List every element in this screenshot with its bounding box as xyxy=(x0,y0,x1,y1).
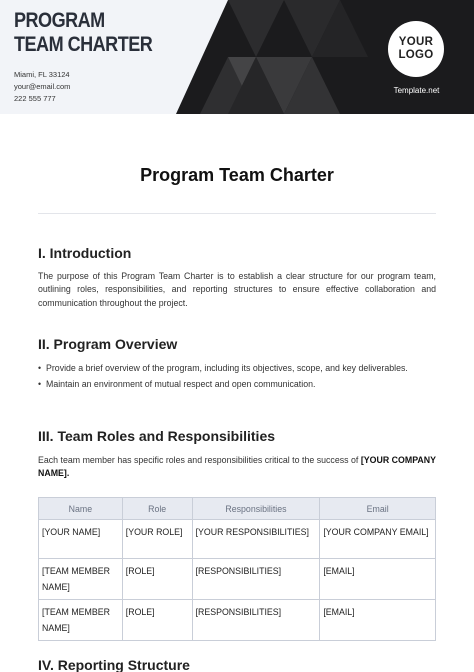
logo-text: LOGO xyxy=(398,49,434,61)
overview-bullet-list xyxy=(38,362,436,395)
list-item: • Provide a brief overview of the program, including its objectives, scope, and key deliverables. xyxy=(38,362,436,375)
document-title: Program Team Charter xyxy=(140,165,334,185)
table-cell: [RESPONSIBILITIES] xyxy=(192,559,320,600)
phone-text: 222 555 777 xyxy=(14,94,56,103)
site-text: Template.net xyxy=(393,86,440,95)
table-cell: [ROLE] xyxy=(122,600,192,641)
email-text: your@email.com xyxy=(14,82,71,91)
table-cell: [TEAM MEMBER NAME] xyxy=(39,600,123,641)
company-title-line: TEAM CHARTER xyxy=(14,33,153,56)
roles-table xyxy=(38,497,436,641)
column-header-role: Role xyxy=(122,498,192,520)
introduction-paragraph: The purpose of this Program Team Charter is to establish a clear structure for our program team, outlining roles, responsibilities, and reporting structures to ensure effective collaboration and communication throughout the project. xyxy=(38,271,436,308)
company-title xyxy=(14,9,160,57)
table-row xyxy=(39,600,436,641)
section-heading-roles: III. Team Roles and Responsibilities xyxy=(38,428,276,444)
header-banner xyxy=(0,0,474,114)
table-cell: [EMAIL] xyxy=(320,600,436,641)
table-cell: [EMAIL] xyxy=(320,559,436,600)
section-heading-reporting: IV. Reporting Structure xyxy=(38,657,190,672)
column-header-responsibilities: Responsibilities xyxy=(192,498,320,520)
roles-intro-paragraph xyxy=(38,454,436,481)
address-text: Miami, FL 33124 xyxy=(14,70,70,79)
logo-placeholder xyxy=(388,21,444,77)
section-heading-overview: II. Program Overview xyxy=(38,336,178,352)
logo-text: YOUR xyxy=(398,36,434,48)
table-header-row xyxy=(39,498,436,520)
table-cell: [TEAM MEMBER NAME] xyxy=(39,559,123,600)
table-cell: [YOUR COMPANY EMAIL] xyxy=(320,520,436,559)
table-cell: [ROLE] xyxy=(122,559,192,600)
table-row xyxy=(39,559,436,600)
company-name-placeholder: [YOUR COMPANY NAME]. xyxy=(38,455,436,479)
section-heading-introduction: I. Introduction xyxy=(38,245,132,261)
company-title-line: PROGRAM xyxy=(14,9,105,32)
table-cell: [RESPONSIBILITIES] xyxy=(192,600,320,641)
contact-info xyxy=(14,69,70,105)
column-header-email: Email xyxy=(320,498,436,520)
table-cell: [YOUR NAME] xyxy=(39,520,123,559)
roles-intro-text: Each team member has specific roles and responsibilities critical to the success of xyxy=(38,455,359,465)
table-cell: [YOUR RESPONSIBILITIES] xyxy=(192,520,320,559)
table-row xyxy=(39,520,436,559)
list-item: • Maintain an environment of mutual respect and open communication. xyxy=(38,378,436,391)
table-cell: [YOUR ROLE] xyxy=(122,520,192,559)
divider xyxy=(38,213,436,214)
column-header-name: Name xyxy=(39,498,123,520)
